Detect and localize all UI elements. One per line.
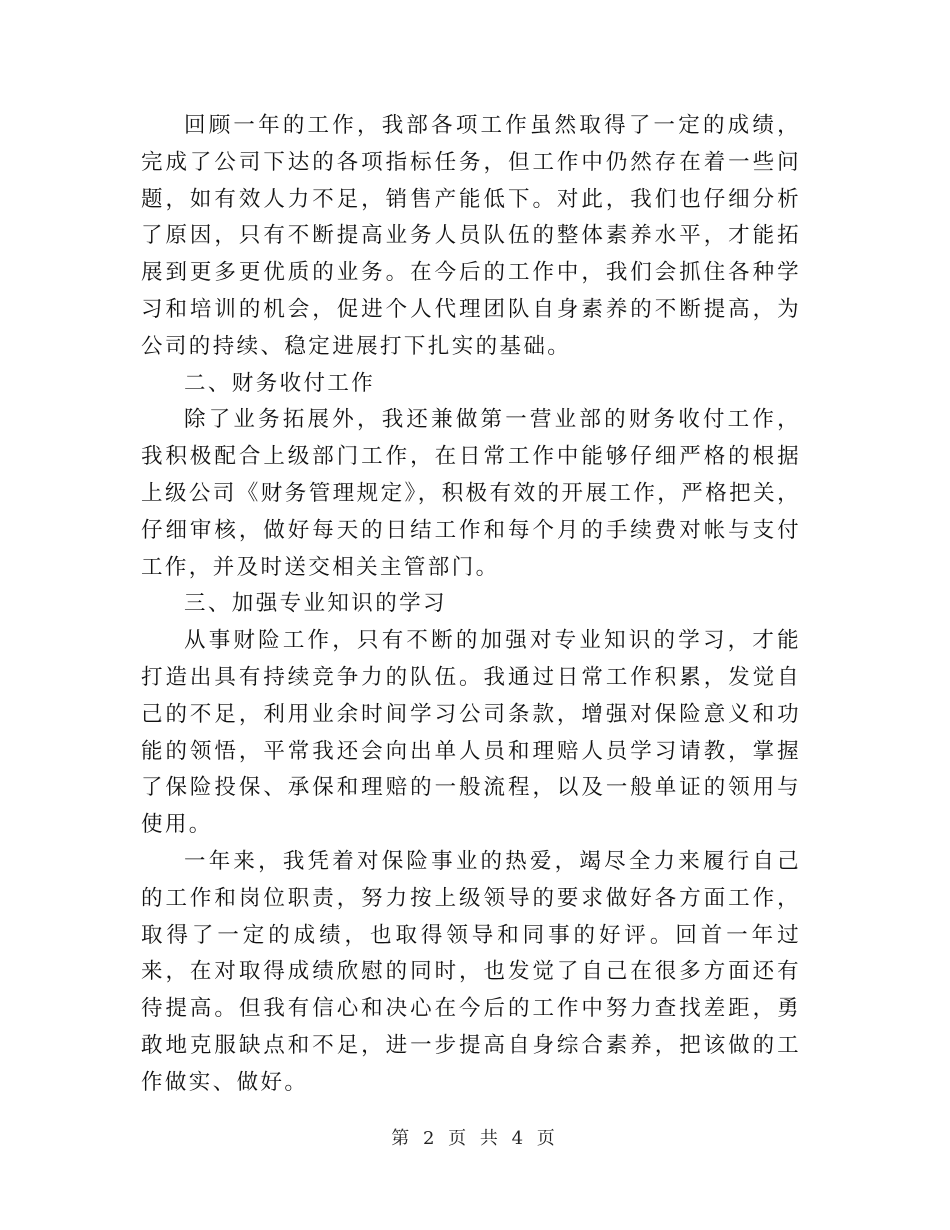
paragraph-study: 从事财险工作，只有不断的加强对专业知识的学习，才能打造出具有持续竞争力的队伍。我通过日常工作积累，发觉自己的不足，利用业余时间学习公司条款，增强对保险意义和功能的领悟，平常我还会向出单人员和理赔人员学习请教，掌握了保险投保、承保和理赔的一般流程，以及一般单证的领用与使用。 (141, 628, 801, 838)
paragraph-finance: 除了业务拓展外，我还兼做第一营业部的财务收付工作，我积极配合上级部门工作，在日常工作中能够仔细严格的根据上级公司《财务管理规定》，积极有效的开展工作，严格把关，仔细审核，做好每天的日结工作和每个月的手续费对帐与支付工作，并及时送交相关主管部门。 (141, 407, 801, 580)
page-number-footer: 第 2 页 共 4 页 (391, 1128, 559, 1149)
paragraph-summary: 一年来，我凭着对保险事业的热爱，竭尽全力来履行自己的工作和岗位职责，努力按上级领导的要求做好各方面工作，取得了一定的成绩，也取得领导和同事的好评。回首一年过来，在对取得成绩欣慰的同时，也发觉了自己在很多方面还有待提高。但我有信心和决心在今后的工作中努力查找差距，勇敢地克服缺点和不足，进一步提高自身综合素养，把该做的工作做实、做好。 (141, 848, 801, 1095)
section-heading-study: 三、加强专业知识的学习 (184, 591, 447, 617)
section-heading-finance: 二、财务收付工作 (184, 370, 376, 396)
paragraph-review: 回顾一年的工作，我部各项工作虽然取得了一定的成绩，完成了公司下达的各项指标任务，但工作中仍然存在着一些问题，如有效人力不足，销售产能低下。对此，我们也仔细分析了原因，只有不断提高业务人员队伍的整体素养水平，才能拓展到更多更优质的业务。在今后的工作中，我们会抓住各种学习和培训的机会，促进个人代理团队自身素养的不断提高，为公司的持续、稳定进展打下扎实的基础。 (141, 113, 801, 359)
document-body (141, 108, 801, 1102)
